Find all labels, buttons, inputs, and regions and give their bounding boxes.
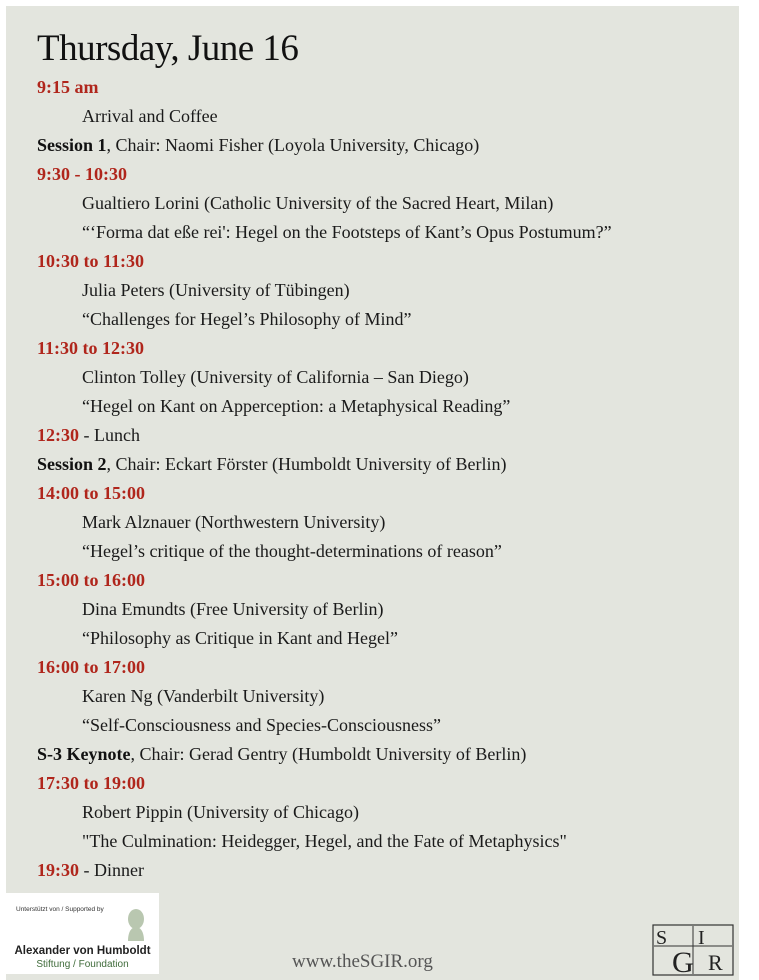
schedule-time-line (37, 160, 737, 189)
schedule-time-line (37, 479, 737, 508)
break-label: - Lunch (79, 425, 140, 445)
speaker-line: Dina Emundts (Free University of Berlin) (82, 599, 384, 619)
humboldt-foundation-logo (6, 893, 159, 974)
session-chair: , Chair: Naomi Fisher (Loyola University, Chicago) (106, 135, 480, 155)
speaker-line: Mark Alznauer (Northwestern University) (82, 512, 386, 532)
schedule-time-line (37, 247, 737, 276)
schedule-time-line (37, 653, 737, 682)
time-label: 12:30 (37, 425, 79, 445)
session-heading (37, 131, 737, 160)
foundation-name: Alexander von Humboldt (14, 945, 151, 957)
time-label: 11:30 to 12:30 (37, 338, 144, 358)
website-url: www.theSGIR.org (292, 951, 433, 972)
schedule-time-line (37, 421, 737, 450)
session-label: S-3 Keynote (37, 744, 131, 764)
time-label: 16:00 to 17:00 (37, 657, 145, 677)
schedule-time-line (37, 769, 737, 798)
speaker-line: Robert Pippin (University of Chicago) (82, 802, 359, 822)
break-label: - Dinner (79, 860, 144, 880)
sgir-logo (652, 924, 734, 976)
time-label: 10:30 to 11:30 (37, 251, 144, 271)
humboldt-portrait-icon (122, 907, 148, 941)
svg-text:S: S (656, 927, 668, 949)
talk-title: “Philosophy as Critique in Kant and Hegel” (82, 628, 398, 648)
schedule-time-line (37, 73, 737, 102)
schedule-time-line (37, 334, 737, 363)
supported-by-label: Unterstützt von / Supported by (16, 906, 104, 913)
talk-title: “Self-Consciousness and Species-Consciousness” (82, 715, 441, 735)
svg-text:G: G (672, 946, 694, 976)
session-label: Session 1 (37, 135, 107, 155)
session-chair: , Chair: Gerad Gentry (Humboldt University of Berlin) (130, 744, 527, 764)
time-label: 17:30 to 19:00 (37, 773, 145, 793)
session-chair: , Chair: Eckart Förster (Humboldt University of Berlin) (106, 454, 507, 474)
time-label: 9:15 am (37, 77, 99, 97)
svg-text:I: I (698, 927, 705, 949)
talk-title: “Hegel’s critique of the thought-determinations of reason” (82, 541, 502, 561)
speaker-line: Karen Ng (Vanderbilt University) (82, 686, 325, 706)
schedule-time-line (37, 566, 737, 595)
svg-text:R: R (708, 950, 723, 975)
talk-title: “Challenges for Hegel’s Philosophy of Mind” (82, 309, 412, 329)
page-title: Thursday, June 16 (37, 28, 299, 69)
schedule-item: Arrival and Coffee (82, 106, 218, 126)
time-label: 9:30 - 10:30 (37, 164, 127, 184)
program-page (6, 6, 739, 980)
talk-title: “‘Forma dat eße rei': Hegel on the Footsteps of Kant’s Opus Postumum?” (82, 222, 612, 242)
talk-title: “Hegel on Kant on Apperception: a Metaphysical Reading” (82, 396, 511, 416)
schedule-time-line (37, 856, 737, 885)
speaker-line: Julia Peters (University of Tübingen) (82, 280, 350, 300)
time-label: 14:00 to 15:00 (37, 483, 145, 503)
session-heading (37, 740, 737, 769)
session-heading (37, 450, 737, 479)
foundation-subtitle: Stiftung / Foundation (36, 959, 129, 970)
time-label: 15:00 to 16:00 (37, 570, 145, 590)
talk-title: "The Culmination: Heidegger, Hegel, and the Fate of Metaphysics" (82, 831, 567, 851)
time-label: 19:30 (37, 860, 79, 880)
session-label: Session 2 (37, 454, 107, 474)
schedule (37, 73, 737, 885)
speaker-line: Clinton Tolley (University of California – San Diego) (82, 367, 469, 387)
speaker-line: Gualtiero Lorini (Catholic University of the Sacred Heart, Milan) (82, 193, 554, 213)
